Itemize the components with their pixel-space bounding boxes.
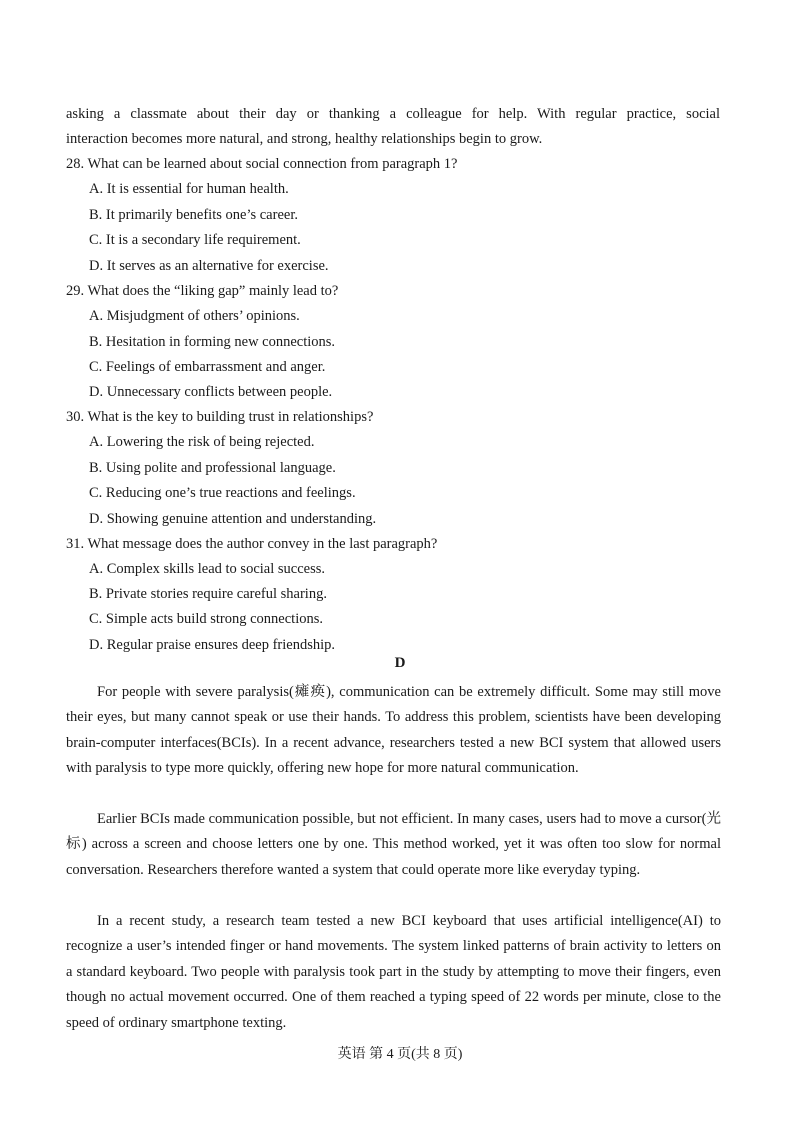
question-30-option-c: C. Reducing one’s true reactions and feelings. <box>89 485 356 501</box>
question-28-option-a: A. It is essential for human health. <box>89 181 289 197</box>
question-29-option-c: C. Feelings of embarrassment and anger. <box>89 359 326 375</box>
passage-d-paragraph-3: In a recent study, a research team tested a new BCI keyboard that uses artificial intelligence(AI) to recognize a user’s intended finger or hand movements. The system linked patterns of brain activity to letters on a standard keyboard. Two people with paralysis took part in the study by attempting to move their fingers, even though no actual movement occurred. One of them reached a typing speed of 22 words per minute, close to the speed of ordinary smartphone texting. <box>66 913 721 1031</box>
question-29-option-b: B. Hesitation in forming new connections. <box>89 334 336 350</box>
question-29-stem: 29. What does the “liking gap” mainly lead to? <box>66 283 339 299</box>
passage-d-paragraph-2: Earlier BCIs made communication possible, but not efficient. In many cases, users had to move a cursor(光标) across a screen and choose letters one by one. This method worked, yet it was often too slow for normal conversation. Researchers therefore wanted a system that could operate more like everyday typing. <box>66 811 721 878</box>
question-29-option-a: A. Misjudgment of others’ opinions. <box>89 308 300 324</box>
question-30-option-d: D. Showing genuine attention and understanding. <box>89 511 377 527</box>
passage-c-line: asking a classmate about their day or thanking a colleague for help. With regular practice, social <box>66 106 720 122</box>
passage-c-line: interaction becomes more natural, and strong, healthy relationships begin to grow. <box>66 131 543 147</box>
question-30-option-a: A. Lowering the risk of being rejected. <box>89 434 315 450</box>
section-heading: D <box>394 655 406 671</box>
question-28-option-c: C. It is a secondary life requirement. <box>89 232 301 248</box>
question-30-stem: 30. What is the key to building trust in relationships? <box>66 409 374 425</box>
question-31-stem: 31. What message does the author convey in the last paragraph? <box>66 536 438 552</box>
question-28-stem: 28. What can be learned about social connection from paragraph 1? <box>66 156 458 172</box>
question-28-option-b: B. It primarily benefits one’s career. <box>89 207 298 223</box>
passage-d-paragraph-1: For people with severe paralysis(瘫痪), communication can be extremely difficult. Some may still move their eyes, but many cannot speak or use their hands. To address this problem, scientists have been developing brain-computer interfaces(BCIs). In a recent advance, researchers tested a new BCI system that allowed users with paralysis to type more quickly, offering new hope for more natural communication. <box>66 684 721 777</box>
question-31-option-b: B. Private stories require careful sharing. <box>89 586 327 602</box>
question-31-option-c: C. Simple acts build strong connections. <box>89 611 323 627</box>
question-28-option-d: D. It serves as an alternative for exercise. <box>89 258 329 274</box>
page-footer: 英语 第 4 页(共 8 页) <box>337 1047 463 1062</box>
question-31-option-a: A. Complex skills lead to social success. <box>89 561 325 577</box>
question-31-option-d: D. Regular praise ensures deep friendship. <box>89 637 336 653</box>
question-30-option-b: B. Using polite and professional language. <box>89 460 336 476</box>
question-29-option-d: D. Unnecessary conflicts between people. <box>89 384 333 400</box>
